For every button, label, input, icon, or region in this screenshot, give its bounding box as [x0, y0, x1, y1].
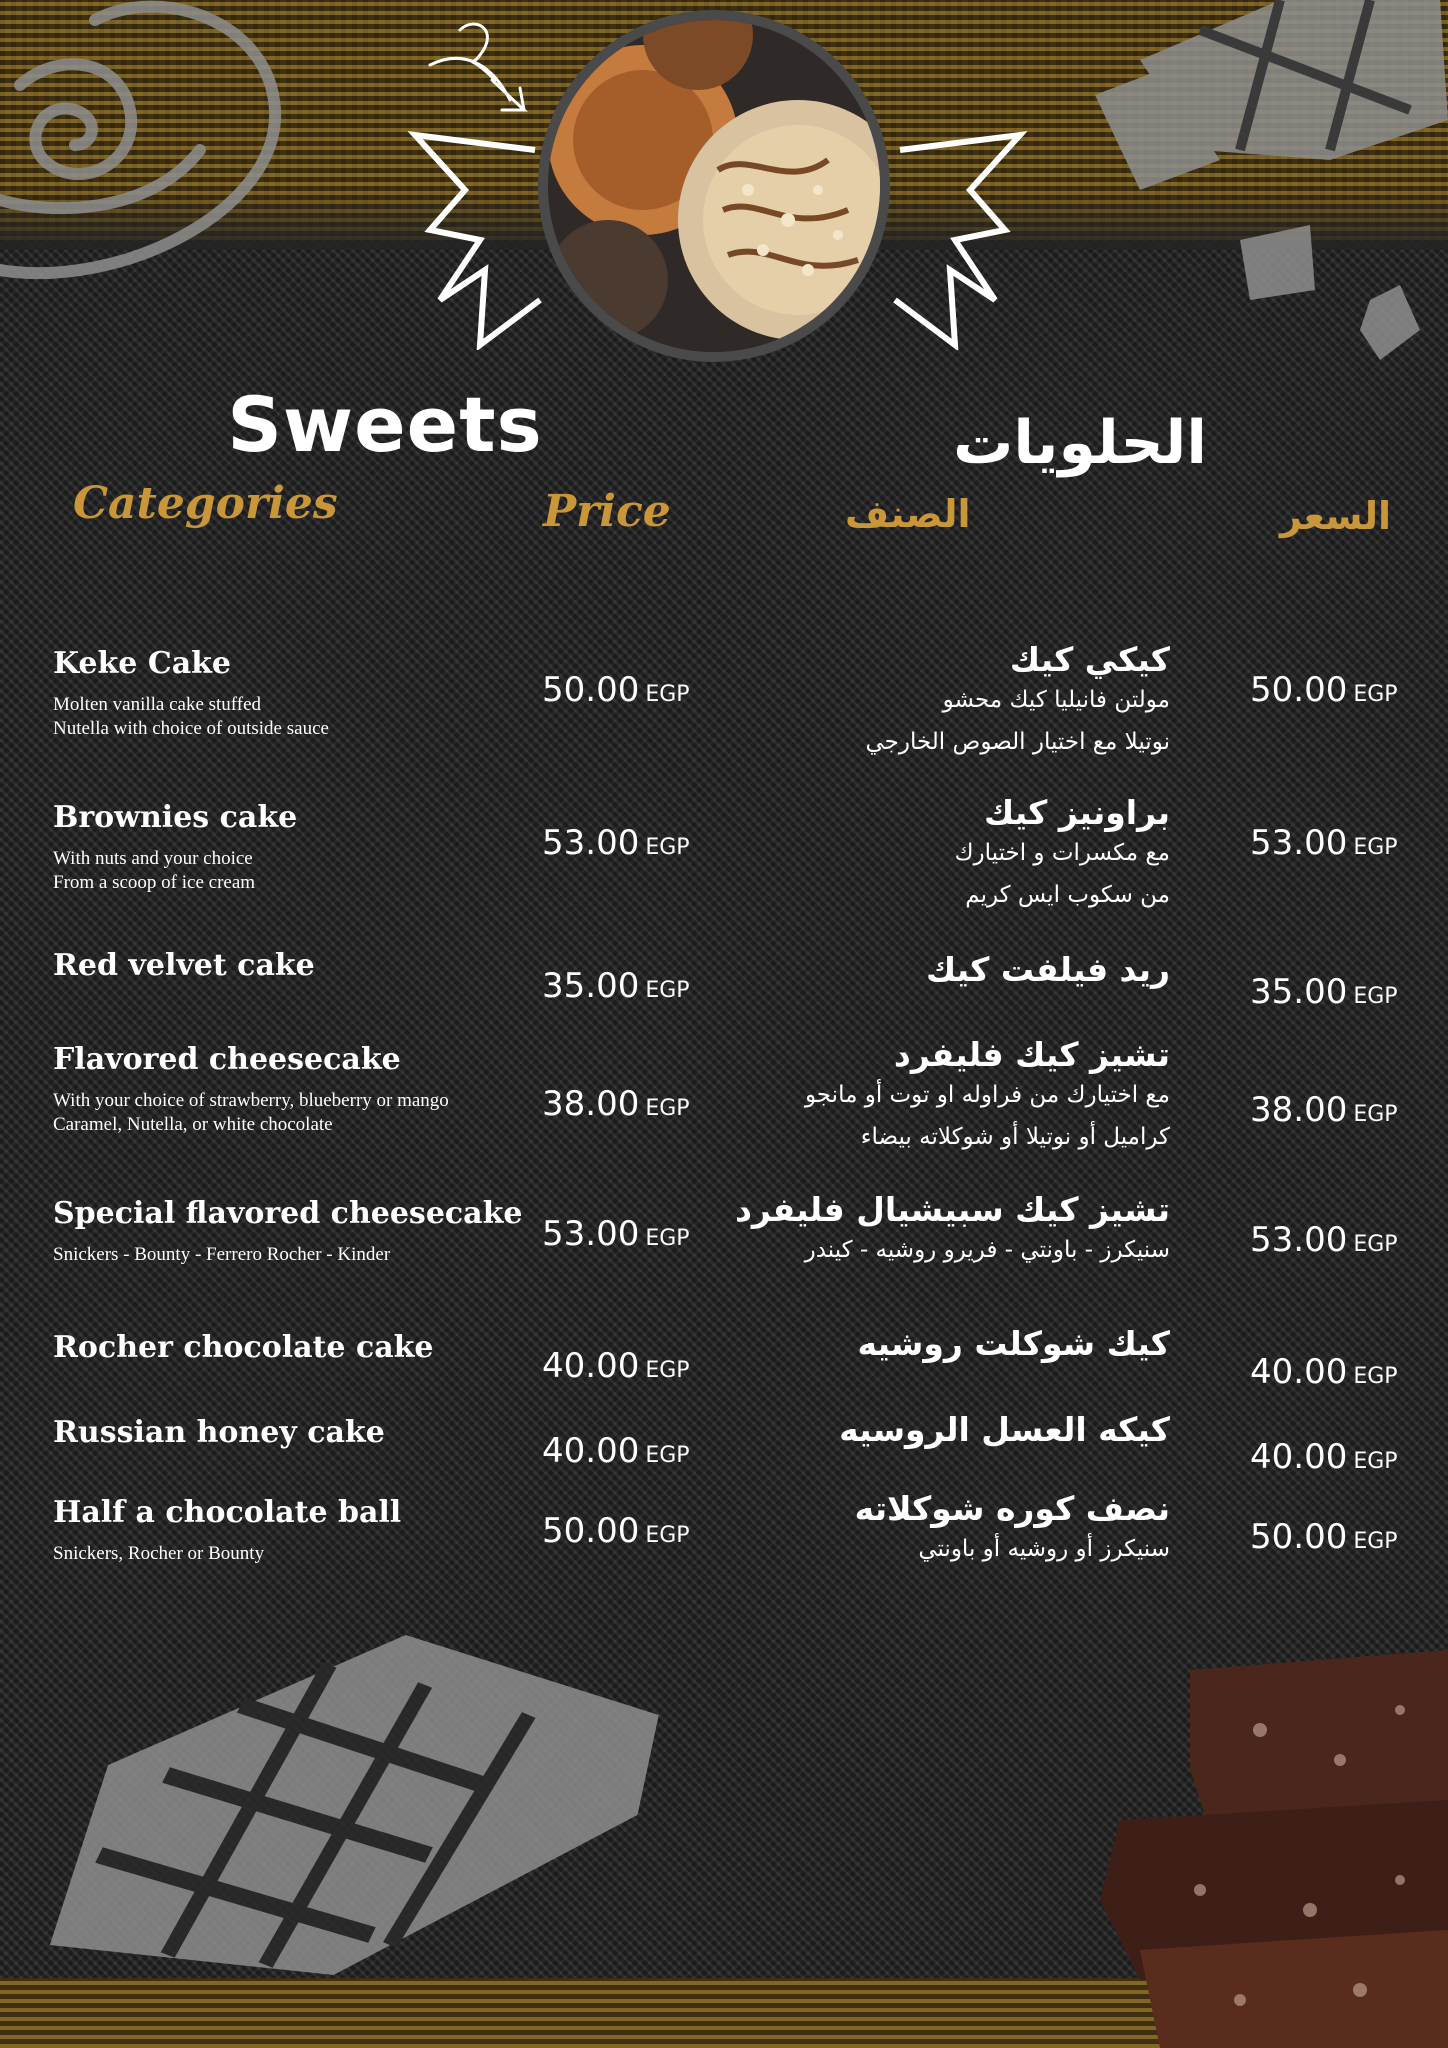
price-currency: EGP: [1353, 835, 1398, 860]
menu-item-ar: [790, 1324, 1170, 1363]
brownies-image: [1080, 1650, 1448, 2048]
price-value: 53.00: [542, 1214, 640, 1254]
item-desc-line: سنيكرز - باونتي - فريرو روشيه - كيندر: [804, 1237, 1170, 1263]
menu-item-en: [53, 1330, 434, 1365]
price-value: 40.00: [1250, 1437, 1348, 1477]
chocolate-bar-icon: [0, 1615, 660, 1985]
item-name-en: Flavored cheesecake: [53, 1042, 401, 1077]
item-price-ar: [1250, 1437, 1398, 1477]
price-currency: EGP: [645, 1523, 690, 1548]
item-name-en: Russian honey cake: [53, 1415, 385, 1450]
menu-item-ar: [790, 1035, 1170, 1158]
menu-item-en: [53, 1042, 449, 1137]
item-price-en: [542, 1511, 690, 1551]
item-price-ar: [1250, 1220, 1398, 1260]
item-price-en: [542, 823, 690, 863]
price-value: 40.00: [1250, 1352, 1348, 1392]
item-price-en: [542, 670, 690, 710]
menu-item-en: [53, 1196, 522, 1267]
price-value: 50.00: [1250, 670, 1348, 710]
item-name-ar: تشيز كيك سبيشيال فليفرد: [734, 1190, 1170, 1229]
price-value: 53.00: [542, 823, 640, 863]
item-price-ar: [1250, 972, 1398, 1012]
item-name-en: Special flavored cheesecake: [53, 1196, 523, 1231]
item-price-en: [542, 1084, 690, 1124]
header-price-ar: السعر: [1280, 494, 1392, 538]
price-currency: EGP: [645, 1226, 690, 1251]
menu-item-ar: [790, 1410, 1170, 1449]
item-price-en: [542, 1214, 690, 1254]
header-category-ar: الصنف: [845, 492, 971, 536]
price-currency: EGP: [645, 1443, 690, 1468]
item-desc-line: من سكوب ايس كريم: [965, 882, 1170, 908]
menu-item-en: [53, 800, 297, 895]
item-desc-line: Snickers - Bounty - Ferrero Rocher - Kinder: [53, 1244, 391, 1265]
item-desc-en: [53, 1089, 449, 1137]
menu-item-en: [53, 646, 329, 741]
price-value: 38.00: [1250, 1090, 1348, 1130]
item-price-ar: [1250, 1517, 1398, 1557]
price-currency: EGP: [645, 835, 690, 860]
price-currency: EGP: [1353, 1232, 1398, 1257]
item-desc-line: Caramel, Nutella, or white chocolate: [53, 1114, 333, 1135]
starburst-icon: [870, 130, 1030, 350]
menu-item-en: [53, 1415, 385, 1450]
menu-item-ar: [734, 1190, 1170, 1271]
header-categories-en: Categories: [73, 478, 338, 529]
item-desc-ar: [790, 679, 1170, 763]
item-desc-line: With your choice of strawberry, blueberry or mango: [53, 1090, 449, 1111]
price-currency: EGP: [1353, 984, 1398, 1009]
item-name-ar: براونيز كيك: [983, 793, 1170, 832]
item-name-ar: كيكه العسل الروسيه: [839, 1410, 1170, 1449]
menu-item-en: [53, 948, 315, 983]
item-desc-line: كراميل أو نوتيلا أو شوكلاته بيضاء: [860, 1124, 1170, 1150]
item-name-en: Brownies cake: [53, 800, 298, 835]
menu-item-ar: [790, 1489, 1170, 1570]
chocolate-pieces-icon: [1080, 0, 1448, 370]
price-currency: EGP: [645, 978, 690, 1003]
item-price-ar: [1250, 1352, 1398, 1392]
item-desc-en: [53, 1542, 401, 1566]
item-desc-line: Nutella with choice of outside sauce: [53, 718, 329, 739]
item-desc-line: With nuts and your choice: [53, 848, 253, 869]
item-desc-ar: [790, 832, 1170, 916]
item-desc-line: From a scoop of ice cream: [53, 872, 256, 893]
item-name-en: Red velvet cake: [53, 948, 315, 983]
item-price-ar: [1250, 823, 1398, 863]
price-value: 40.00: [542, 1346, 640, 1386]
header-price-en: Price: [543, 486, 671, 537]
item-desc-en: [53, 1243, 522, 1267]
item-name-ar: كيكي كيك: [1009, 640, 1170, 679]
price-currency: EGP: [645, 682, 690, 707]
price-value: 50.00: [542, 1511, 640, 1551]
price-value: 53.00: [1250, 1220, 1348, 1260]
item-name-en: Keke Cake: [53, 646, 232, 681]
price-value: 35.00: [1250, 972, 1348, 1012]
item-name-ar: ريد فيلفت كيك: [925, 950, 1170, 989]
price-currency: EGP: [1353, 1364, 1398, 1389]
item-name-ar: كيك شوكلت روشيه: [857, 1324, 1170, 1363]
price-currency: EGP: [1353, 1102, 1398, 1127]
price-currency: EGP: [645, 1096, 690, 1121]
item-desc-ar: [790, 1528, 1170, 1570]
item-desc-en: [53, 693, 329, 741]
price-currency: EGP: [1353, 1449, 1398, 1474]
item-desc-line: مع اختيارك من فراوله او توت أو مانجو: [804, 1082, 1170, 1108]
price-value: 50.00: [542, 670, 640, 710]
menu-title-en: Sweets: [227, 380, 543, 469]
menu-item-ar: [790, 950, 1170, 989]
item-desc-ar: [790, 1229, 1170, 1271]
price-currency: EGP: [645, 1358, 690, 1383]
item-desc-line: سنيكرز أو روشيه أو باونتي: [918, 1536, 1170, 1562]
item-desc-line: Molten vanilla cake stuffed: [53, 694, 262, 715]
item-name-ar: تشيز كيك فليفرد: [893, 1035, 1170, 1074]
menu-title-ar: الحلويات: [953, 408, 1207, 478]
spiral-swirl-icon: [0, 0, 300, 300]
item-name-en: Half a chocolate ball: [53, 1495, 402, 1530]
price-value: 40.00: [542, 1431, 640, 1471]
item-name-en: Rocher chocolate cake: [53, 1330, 434, 1365]
item-desc-en: [53, 847, 297, 895]
price-value: 50.00: [1250, 1517, 1348, 1557]
menu-item-ar: [790, 640, 1170, 763]
price-currency: EGP: [1353, 1529, 1398, 1554]
item-price-ar: [1250, 1090, 1398, 1130]
item-desc-line: مولتن فانيليا كيك محشو: [942, 687, 1170, 713]
item-price-en: [542, 1346, 690, 1386]
item-desc-line: نوتيلا مع اختيار الصوص الخارجي: [865, 729, 1170, 755]
menu-item-en: [53, 1495, 401, 1566]
price-value: 38.00: [542, 1084, 640, 1124]
price-currency: EGP: [1353, 682, 1398, 707]
menu-item-ar: [790, 793, 1170, 916]
hero-dessert-image: [538, 10, 890, 362]
item-desc-line: مع مكسرات و اختيارك: [954, 840, 1170, 866]
price-value: 35.00: [542, 966, 640, 1006]
arrow-doodle-icon: [420, 10, 540, 120]
item-desc-line: Snickers, Rocher or Bounty: [53, 1543, 265, 1564]
item-price-en: [542, 1431, 690, 1471]
item-name-ar: نصف كوره شوكلاته: [854, 1489, 1170, 1528]
price-value: 53.00: [1250, 823, 1348, 863]
item-price-ar: [1250, 670, 1398, 710]
item-price-en: [542, 966, 690, 1006]
item-desc-ar: [790, 1074, 1170, 1158]
